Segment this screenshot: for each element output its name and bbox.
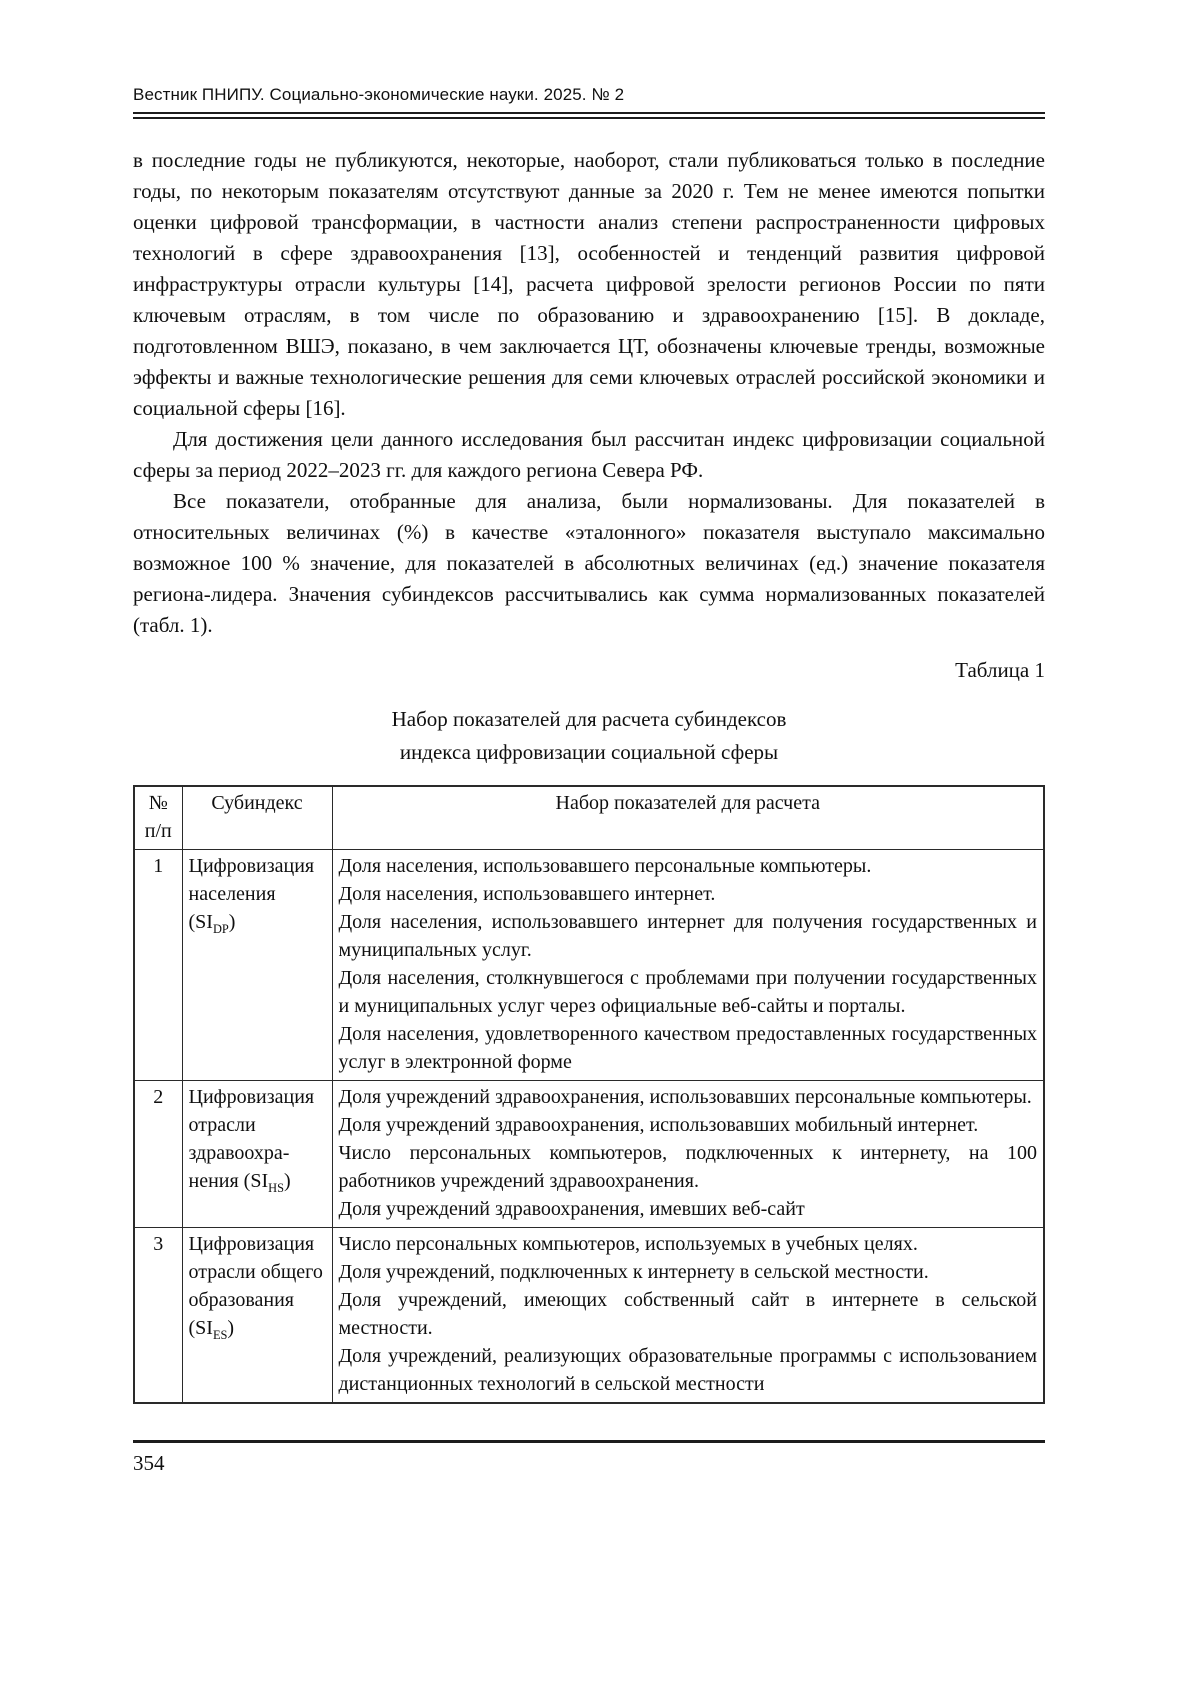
column-header-num	[134, 786, 182, 850]
subindex-name-text: Цифровизация населения (SI	[188, 855, 315, 933]
journal-header: Вестник ПНИПУ. Социально-экономические науки. 2025. № 2	[133, 85, 625, 104]
row-number: 1	[134, 850, 182, 1081]
indicator-line: Доля населения, столкнувшегося с проблемами при получении государственных и муниципальных услуг через официальные веб-сайты и порталы.	[338, 967, 1037, 1017]
column-header-num-line1: №	[148, 792, 168, 814]
table-caption	[133, 703, 1045, 769]
paragraph-3: Все показатели, отобранные для анализа, были нормализованы. Для показателей в относительных величинах (%) в качестве «эталонного» показателя выступало максимально возможное 100 % значение, для показателей в абсолютных величинах (ед.) значение показателя региона-лидера. Значения субиндексов рассчитывались как сумма нормализованных показателей (табл. 1).	[133, 489, 1045, 637]
header-rule	[133, 112, 1045, 119]
row-number: 2	[134, 1081, 182, 1228]
subindex-name-close: )	[228, 911, 236, 933]
subindex-name-text: Цифровизация отрасли здравоохранения (SI	[188, 1086, 315, 1192]
table-row	[134, 1081, 1044, 1228]
indicator-line: Доля учреждений, имеющих собственный сайт в интернете в сельской местности.	[338, 1289, 1037, 1339]
indicator-line: Доля населения, использовавшего интернет.	[338, 883, 716, 905]
column-header-num-line2: п/п	[144, 820, 172, 842]
indicator-line: Доля учреждений здравоохранения, использовавших персональные компьютеры.	[338, 1086, 1032, 1108]
subindex-name	[182, 1228, 332, 1404]
indicator-line: Доля учреждений здравоохранения, имевших веб-сайт	[338, 1198, 805, 1220]
indicator-line: Доля учреждений, реализующих образовательные программы с использованием дистанционных технологий в сельской местности	[338, 1345, 1037, 1395]
indicators-table	[133, 785, 1045, 1404]
indicators-cell	[332, 1228, 1044, 1404]
page-number: 354	[133, 1451, 165, 1475]
subindex-name-text: Цифровизация отрасли общего образования (SI	[188, 1233, 323, 1339]
indicator-line: Доля населения, использовавшего интернет для получения государственных и муниципальных услуг.	[338, 911, 1037, 961]
row-number: 3	[134, 1228, 182, 1404]
indicators-cell	[332, 1081, 1044, 1228]
paragraph-2: Для достижения цели данного исследования был рассчитан индекс цифровизации социальной сферы за период 2022–2023 гг. для каждого региона Севера РФ.	[133, 427, 1045, 482]
table-caption-line2: индекса цифровизации социальной сферы	[399, 740, 779, 764]
indicator-line: Число персональных компьютеров, подключенных к интернету, на 100 работников учреждений здравоохранения.	[338, 1142, 1037, 1192]
table-header-row	[134, 786, 1044, 850]
subindex-name	[182, 1081, 332, 1228]
indicator-line: Доля населения, удовлетворенного качеством предоставленных государственных услуг в электронной форме	[338, 1023, 1037, 1073]
table-row	[134, 1228, 1044, 1404]
subindex-name-close: )	[283, 1170, 291, 1192]
table-row	[134, 850, 1044, 1081]
paragraph-1: в последние годы не публикуются, некоторые, наоборот, стали публиковаться только в последние годы, по некоторым показателям отсутствуют данные за 2020 г. Тем не менее имеются попытки оценки цифровой трансформации, в частности анализ степени распространенности цифровых технологий в сфере здравоохранения [13], особенностей и тенденций развития цифровой инфраструктуры отрасли культуры [14], расчета цифровой зрелости регионов России по пяти ключевым отраслям, в том числе по образованию и здравоохранению [15]. В докладе, подготовленном ВШЭ, показано, в чем заключается ЦТ, обозначены ключевые тренды, возможные эффекты и важные технологические решения для семи ключевых отраслей российской экономики и социальной сферы [16].	[133, 148, 1045, 420]
subindex-subscript: DP	[212, 922, 229, 936]
indicator-line: Число персональных компьютеров, используемых в учебных целях.	[338, 1233, 918, 1255]
column-header-subindex: Субиндекс	[182, 786, 332, 850]
indicator-line: Доля учреждений, подключенных к интернету в сельской местности.	[338, 1261, 929, 1283]
footer-rule	[133, 1440, 1045, 1443]
subindex-subscript: ES	[212, 1328, 228, 1342]
column-header-indicators: Набор показателей для расчета	[332, 786, 1044, 850]
indicators-cell	[332, 850, 1044, 1081]
table-label: Таблица 1	[955, 658, 1045, 682]
indicator-line: Доля учреждений здравоохранения, использовавших мобильный интернет.	[338, 1114, 979, 1136]
subindex-subscript: HS	[268, 1181, 284, 1195]
indicator-line: Доля населения, использовавшего персональные компьютеры.	[338, 855, 872, 877]
subindex-name-close: )	[227, 1317, 235, 1339]
subindex-name	[182, 850, 332, 1081]
table-caption-line1: Набор показателей для расчета субиндексов	[391, 707, 787, 731]
